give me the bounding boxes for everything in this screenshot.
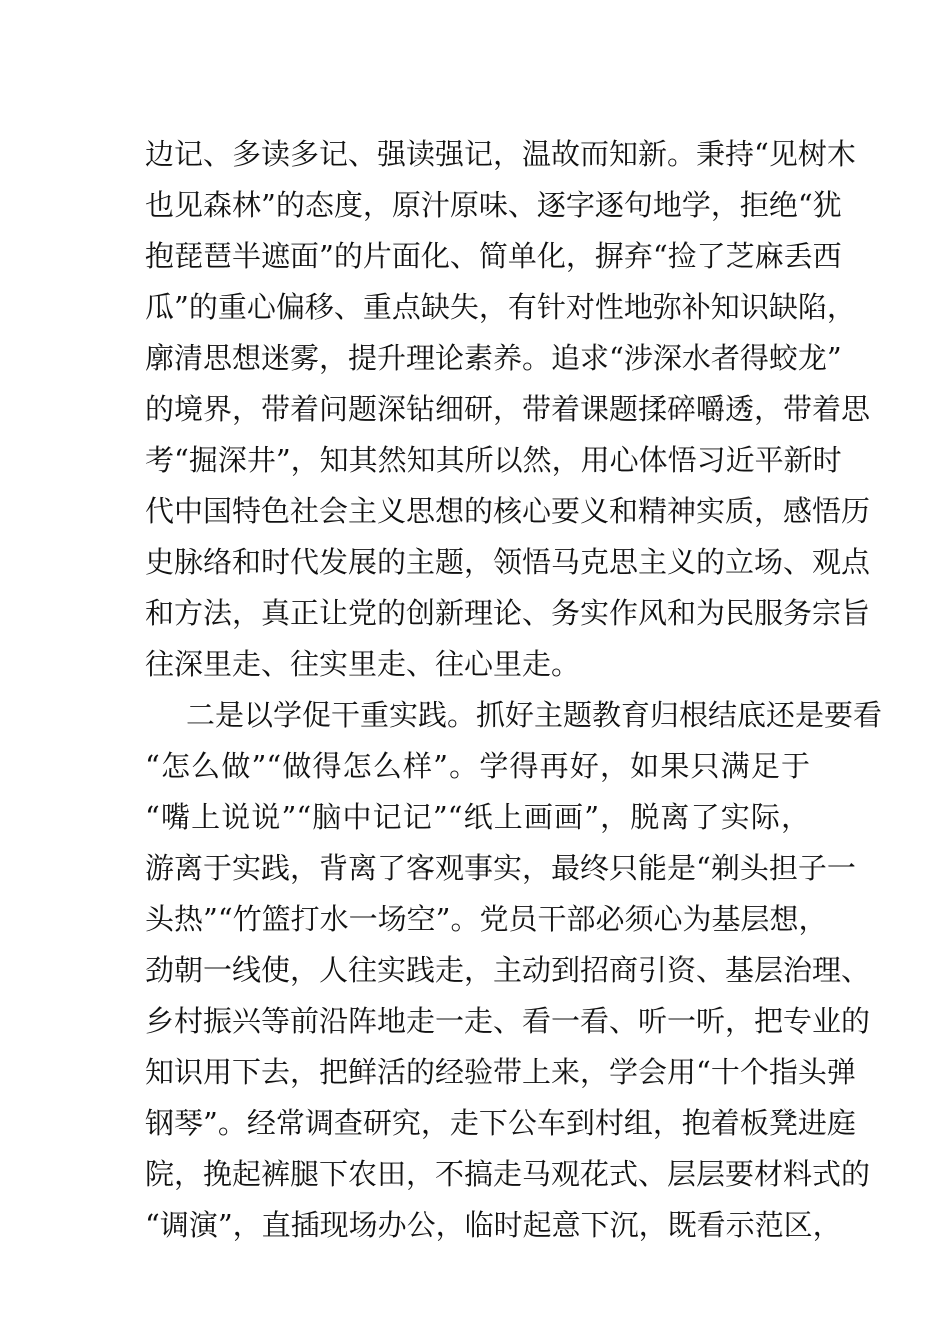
text-line: 乡村振兴等前沿阵地走一走、看一看、听一听，把专业的 — [145, 1004, 871, 1038]
text-line: 的境界，带着问题深钻细研，带着课题揉碎嚼透，带着思 — [145, 392, 871, 426]
text-line: 劲朝一线使，人往实践走，主动到招商引资、基层治理、 — [145, 953, 871, 987]
text-line: “怎么做”“做得怎么样”。学得再好，如果只满足于 — [145, 749, 810, 783]
text-line: 边记、多读多记、强读强记，温故而知新。秉持“见树木 — [145, 137, 856, 171]
document-body — [145, 129, 883, 1251]
text-line: 游离于实践，背离了客观事实，最终只能是“剃头担子一 — [145, 851, 856, 885]
text-line: 往深里走、往实里走、往心里走。 — [145, 647, 581, 681]
text-line: 和方法，真正让党的创新理论、务实作风和为民服务宗旨 — [145, 596, 871, 630]
text-line: 院，挽起裤腿下农田，不搞走马观花式、层层要材料式的 — [145, 1157, 871, 1191]
text-line: 抱琵琶半遮面”的片面化、简单化，摒弃“捡了芝麻丢西 — [145, 239, 842, 273]
text-line: 也见森林”的态度，原汁原味、逐字逐句地学，拒绝“犹 — [145, 188, 842, 222]
text-line: 史脉络和时代发展的主题，领悟马克思主义的立场、观点 — [145, 545, 871, 579]
text-line: 廓清思想迷雾，提升理论素养。追求“涉深水者得蛟龙” — [145, 341, 842, 375]
paragraph-first-line: 二是以学促干重实践。抓好主题教育归根结底还是要看 — [186, 698, 883, 732]
text-line: 瓜”的重心偏移、重点缺失，有针对性地弥补知识缺陷， — [145, 290, 856, 324]
text-line: 考“掘深井”，知其然知其所以然，用心体悟习近平新时 — [145, 443, 842, 477]
text-line: 钢琴”。经常调查研究，走下公车到村组，抱着板凳进庭 — [145, 1106, 856, 1140]
text-line: 头热”“竹篮打水一场空”。党员干部必须心为基层想， — [145, 902, 828, 936]
text-line: “调演”，直插现场办公，临时起意下沉，既看示范区， — [145, 1208, 842, 1242]
text-line: 代中国特色社会主义思想的核心要义和精神实质，感悟历 — [145, 494, 871, 528]
text-line: “嘴上说说”“脑中记记”“纸上画画”，脱离了实际， — [145, 800, 810, 834]
text-line: 知识用下去，把鲜活的经验带上来，学会用“十个指头弹 — [145, 1055, 856, 1089]
